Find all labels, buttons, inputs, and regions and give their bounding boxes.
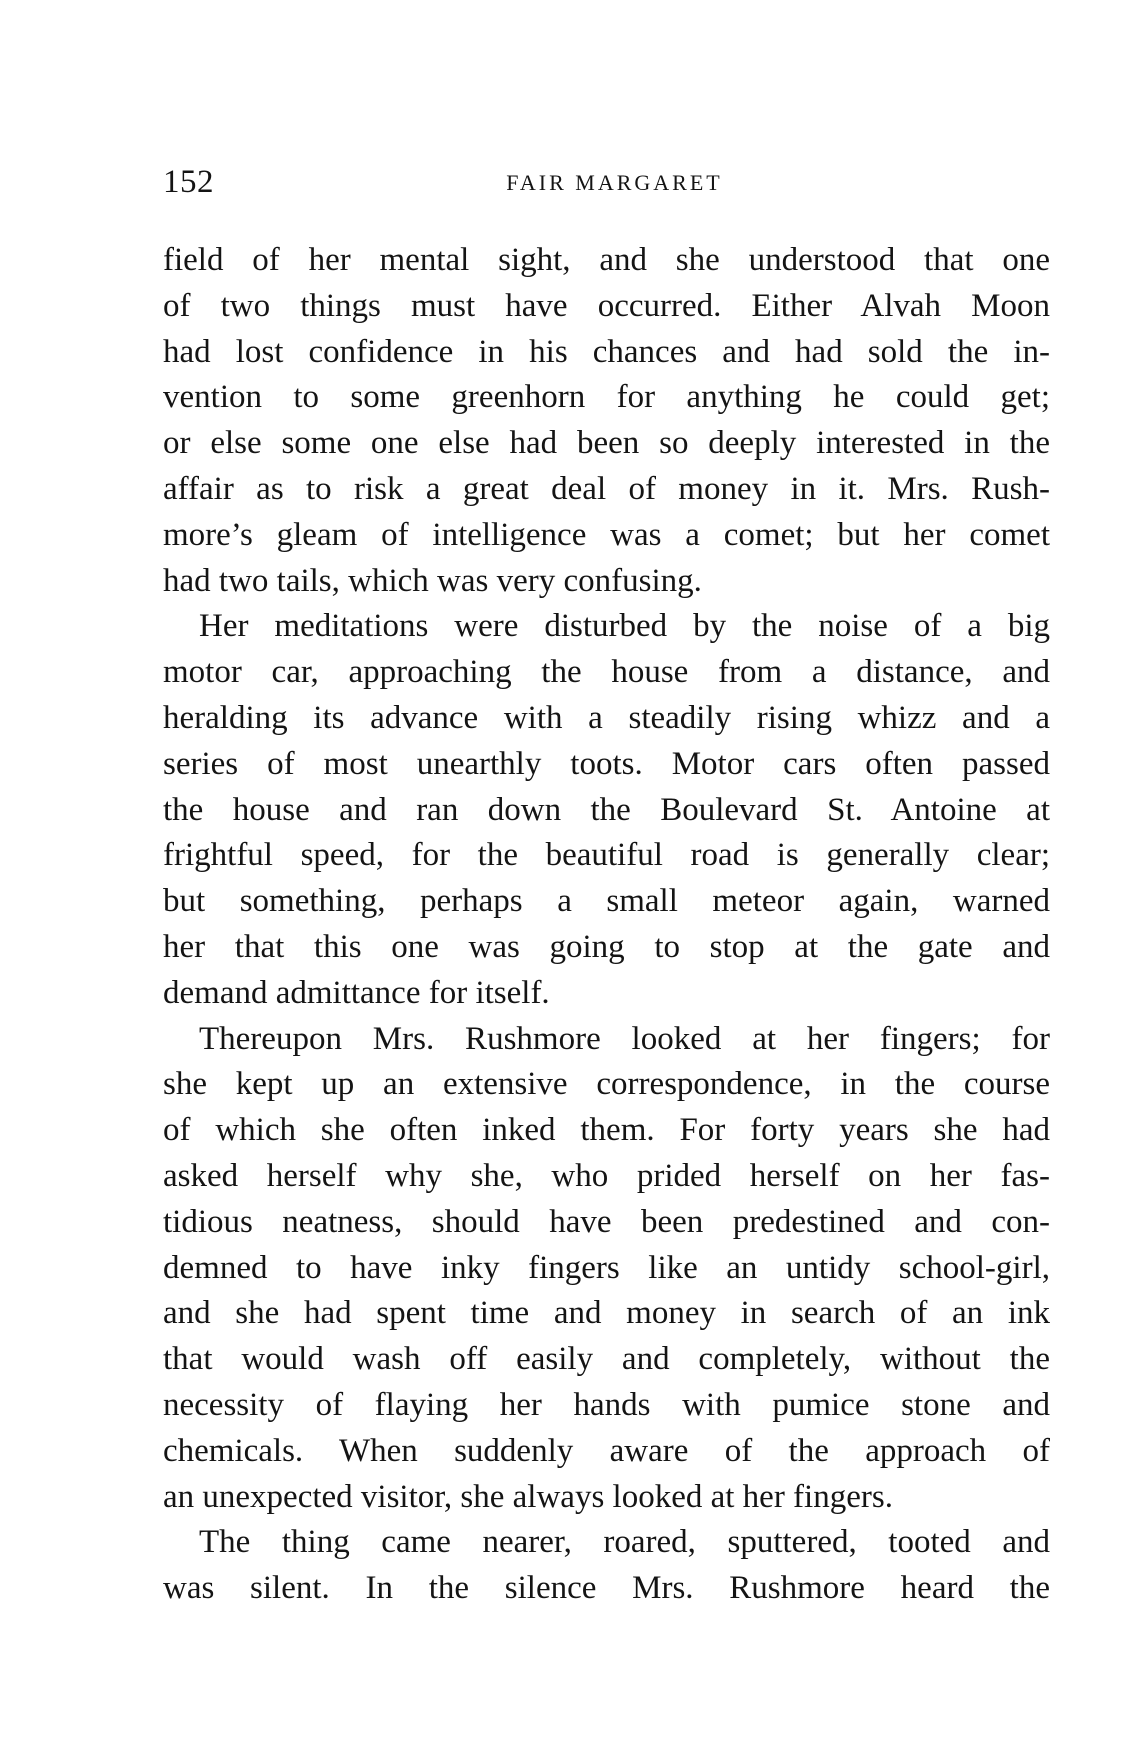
text-line: chemicals. When suddenly aware of the approach of [163, 1432, 1050, 1469]
text-line: had two tails, which was very confusing. [163, 562, 702, 599]
text-line: of two things must have occurred. Either Alvah Moon [163, 287, 1050, 324]
text-line: Thereupon Mrs. Rushmore looked at her fingers; for [199, 1020, 1050, 1057]
text-line: had lost confidence in his chances and had sold the in- [163, 333, 1050, 370]
text-line: more’s gleam of intelligence was a comet; but her comet [163, 516, 1050, 553]
text-line: was silent. In the silence Mrs. Rushmore heard the [163, 1570, 1050, 1607]
body-text [163, 238, 1050, 1612]
text-line: Her meditations were disturbed by the noise of a big [199, 608, 1050, 645]
paragraph [163, 238, 1050, 604]
text-line: necessity of flaying her hands with pumice stone and [163, 1386, 1050, 1423]
running-title: FAIR MARGARET [506, 170, 723, 195]
text-line: tidious neatness, should have been predestined and con- [163, 1203, 1050, 1240]
text-line: affair as to risk a great deal of money in it. Mrs. Rush- [163, 470, 1050, 507]
text-line: demand admittance for itself. [163, 974, 550, 1011]
text-line: field of her mental sight, and she understood that one [163, 242, 1050, 278]
text-line: or else some one else had been so deeply interested in the [163, 425, 1050, 462]
text-line: asked herself why she, who prided herself on her fas- [163, 1157, 1050, 1194]
text-line: The thing came nearer, roared, sputtered, tooted and [199, 1524, 1050, 1561]
text-line: series of most unearthly toots. Motor cars often passed [163, 745, 1050, 782]
paragraph [163, 1520, 1050, 1612]
text-line: but something, perhaps a small meteor again, warned [163, 883, 1050, 920]
paragraph [163, 1017, 1050, 1521]
text-line: frightful speed, for the beautiful road is generally clear; [163, 837, 1050, 874]
text-line: an unexpected visitor, she always looked at her fingers. [163, 1478, 893, 1515]
text-line: she kept up an extensive correspondence, in the course [163, 1066, 1050, 1103]
text-line: the house and ran down the Boulevard St. Antoine at [163, 791, 1050, 828]
text-line: her that this one was going to stop at the gate and [163, 928, 1050, 965]
text-line: heralding its advance with a steadily rising whizz and a [163, 699, 1050, 736]
text-line: of which she often inked them. For forty years she had [163, 1112, 1050, 1149]
text-line: motor car, approaching the house from a distance, and [163, 654, 1050, 691]
text-line: and she had spent time and money in search of an ink [163, 1295, 1050, 1332]
text-line: demned to have inky fingers like an untidy school-girl, [163, 1249, 1050, 1286]
paragraph [163, 604, 1050, 1016]
page-number: 152 [163, 164, 214, 200]
text-line: that would wash off easily and completely, without the [163, 1341, 1050, 1378]
running-head [163, 162, 1050, 202]
text-line: vention to some greenhorn for anything he could get; [163, 379, 1050, 416]
